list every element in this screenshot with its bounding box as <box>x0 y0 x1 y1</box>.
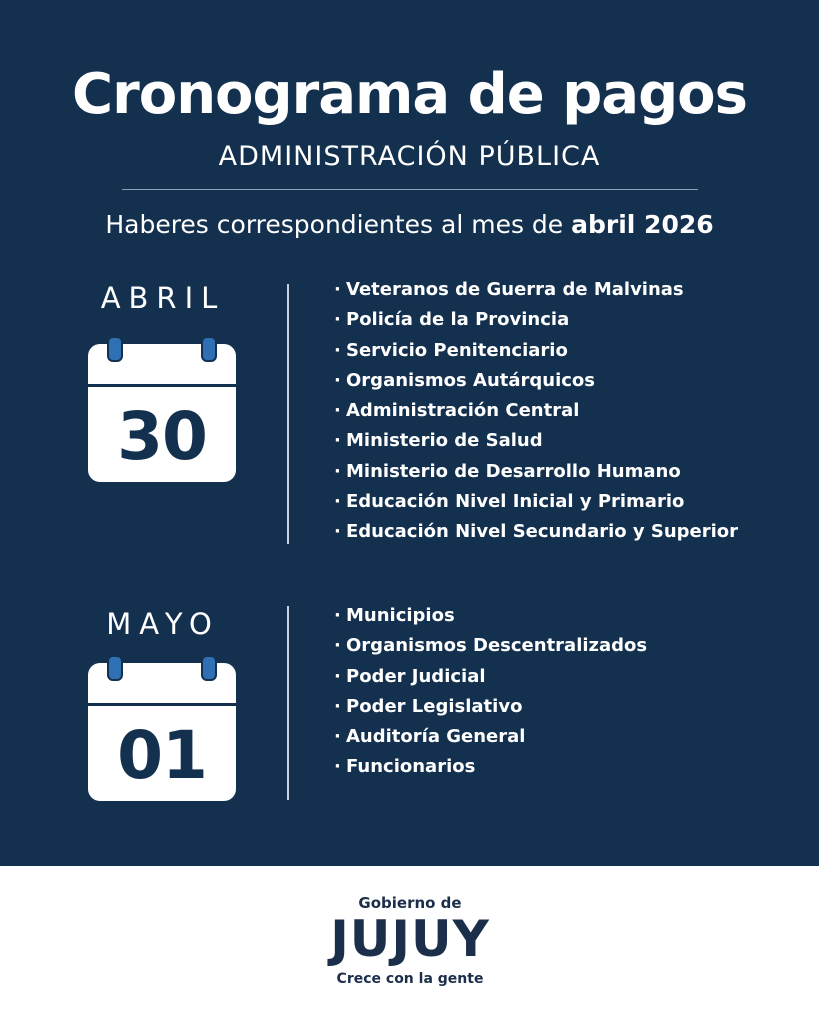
schedule-month-2: MAYO <box>106 607 220 641</box>
list-item <box>334 722 647 752</box>
bullet-dot-icon: · <box>334 756 341 778</box>
schedule-divider-2 <box>287 606 289 800</box>
schedule-day-2: 01 <box>117 717 207 794</box>
list-item <box>334 487 738 517</box>
list-item <box>334 275 738 305</box>
list-item-label: Policía de la Provincia <box>346 309 570 331</box>
calendar-body <box>88 344 236 482</box>
logo-top-text: Gobierno de <box>358 894 462 912</box>
logo-tagline: Crece con la gente <box>336 971 484 987</box>
bullet-dot-icon: · <box>334 430 341 452</box>
bullet-dot-icon: · <box>334 309 341 331</box>
schedule-list-2 <box>334 601 647 783</box>
list-item <box>334 601 647 631</box>
list-item-label: Municipios <box>346 605 455 626</box>
list-item <box>334 517 738 547</box>
list-item-label: Administración Central <box>346 400 580 422</box>
list-item-label: Poder Legislativo <box>346 695 523 717</box>
calendar-body <box>88 663 236 801</box>
list-item-label: Organismos Autárquicos <box>346 369 596 391</box>
list-item-label: Servicio Penitenciario <box>346 339 568 361</box>
calendar-ring-icon <box>107 655 123 681</box>
list-item-label: Funcionarios <box>346 756 476 778</box>
list-item-label: Educación Nivel Inicial y Primario <box>346 491 685 513</box>
list-item <box>334 396 738 426</box>
list-item-label: Ministerio de Salud <box>346 430 543 452</box>
calendar-band <box>88 703 236 706</box>
schedule-list-1 <box>334 275 738 548</box>
bullet-dot-icon: · <box>334 635 341 657</box>
period-text <box>0 205 819 245</box>
bullet-dot-icon: · <box>334 665 341 687</box>
bullet-dot-icon: · <box>334 460 341 482</box>
bullet-dot-icon: · <box>334 369 341 391</box>
list-item <box>334 366 738 396</box>
government-logo <box>322 894 498 998</box>
footer <box>0 866 819 1024</box>
schedule-day-1: 30 <box>117 398 207 475</box>
calendar-ring-icon <box>107 336 123 362</box>
bullet-dot-icon: · <box>334 339 341 361</box>
list-item-label: Veteranos de Guerra de Malvinas <box>346 279 684 300</box>
calendar-ring-icon <box>201 655 217 681</box>
list-item <box>334 457 738 487</box>
list-item-label: Organismos Descentralizados <box>346 635 648 657</box>
calendar-icon <box>88 336 236 482</box>
bullet-dot-icon: · <box>334 491 341 513</box>
logo-wordmark: JUJUY <box>330 910 490 968</box>
bullet-dot-icon: · <box>334 279 341 300</box>
bullet-dot-icon: · <box>334 521 341 543</box>
bullet-dot-icon: · <box>334 400 341 422</box>
list-item-label: Ministerio de Desarrollo Humano <box>346 460 681 482</box>
schedule-month-1: ABRIL <box>100 281 226 315</box>
period-bold: abril 2026 <box>571 210 714 239</box>
bullet-dot-icon: · <box>334 605 341 626</box>
page-subtitle: ADMINISTRACIÓN PÚBLICA <box>218 141 601 172</box>
list-item <box>334 662 647 692</box>
list-item-label: Educación Nivel Secundario y Superior <box>346 521 739 543</box>
list-item <box>334 692 647 722</box>
period-prefix: Haberes correspondientes al mes de <box>105 210 572 239</box>
list-item <box>334 752 647 782</box>
list-item-label: Auditoría General <box>346 726 526 748</box>
calendar-icon <box>88 655 236 801</box>
bullet-dot-icon: · <box>334 695 341 717</box>
list-item <box>334 426 738 456</box>
calendar-band <box>88 384 236 387</box>
list-item-label: Poder Judicial <box>346 665 486 687</box>
schedule-divider-1 <box>287 284 289 544</box>
calendar-ring-icon <box>201 336 217 362</box>
list-item <box>334 305 738 335</box>
page-title: Cronograma de pagos <box>72 62 747 127</box>
divider <box>122 189 698 190</box>
list-item <box>334 336 738 366</box>
list-item <box>334 631 647 661</box>
bullet-dot-icon: · <box>334 726 341 748</box>
